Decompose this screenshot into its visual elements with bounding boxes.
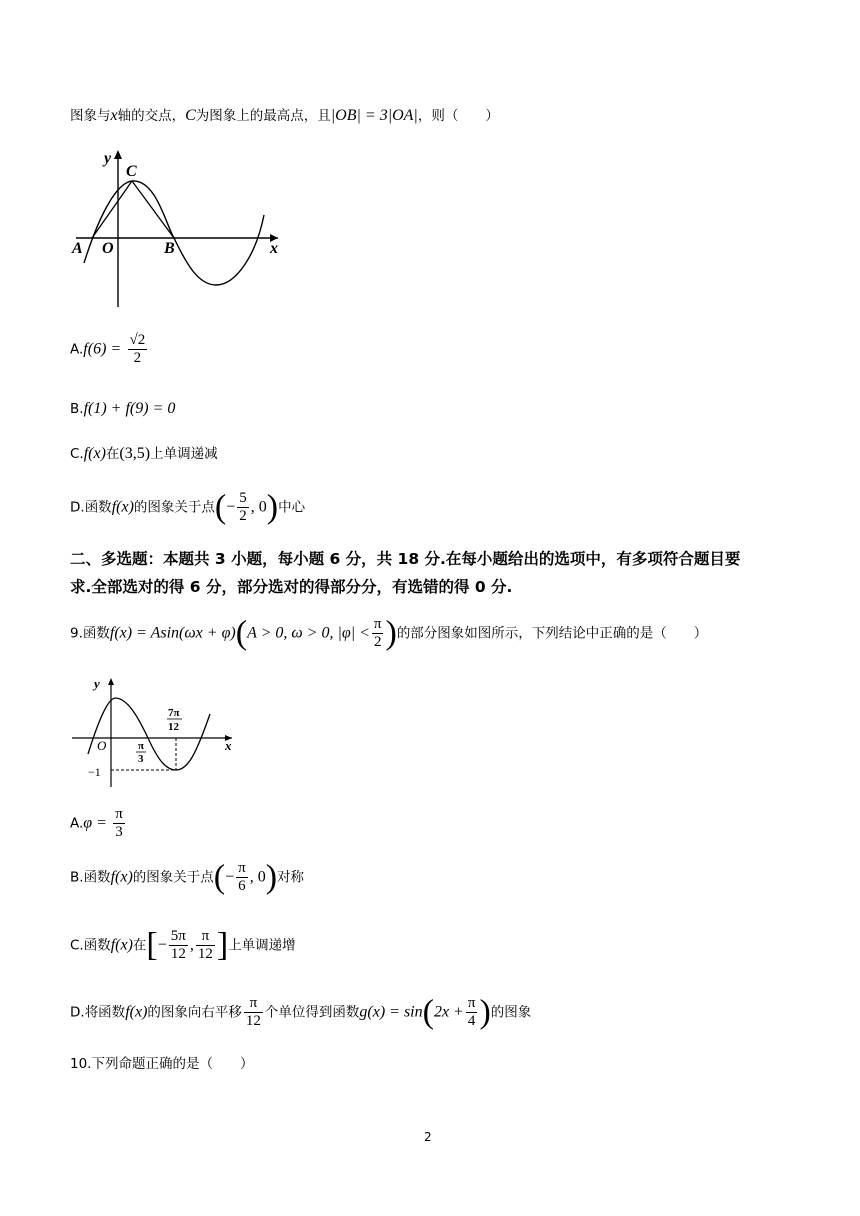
fraction: $\frac{\pi}{12}$ [197,928,213,962]
label-minus-one: −1 [88,765,101,779]
q10-stem: 10.下列命题正确的是（ ） [70,1056,254,1072]
label-x: x [270,240,278,257]
fraction: $\frac{\pi}{6}$ [238,860,246,894]
label-o: O [97,738,107,753]
q8-option-c[interactable]: C.f(x)在(3,5)上单调递减 [70,445,218,462]
fraction: $\frac{5\pi}{12}$ [170,928,186,962]
y-axis-arrow [114,150,122,159]
section2-heading-line1: 二、多选题：本题共 3 小题，每小题 6 分，共 18 分.在每小题给出的选项中，有多项符合题目要 [70,550,741,568]
fraction: $\frac{\pi}{3}$ [115,806,123,840]
page-number: 2 [424,1130,432,1144]
fraction: $\frac{√2}{2}$ [129,332,146,366]
section2-heading-line2: 求.全部选对的得 6 分，部分选对的得部分分，有选错的得 0 分. [70,578,513,596]
q9-option-b[interactable]: B.函数f(x)的图象关于点(− $\frac{\pi}{6}$ , 0)对称 [70,858,305,896]
q9-sine-figure [68,672,248,792]
label-pi: π [138,740,145,752]
segment-cb [132,181,174,238]
label-y: y [94,676,100,691]
label-12: 12 [168,721,179,733]
label-a: A [72,240,83,257]
y-axis-arrow [108,678,114,685]
q8-sine-figure [66,145,291,315]
sine-curve [84,181,264,285]
q9-stem: 9.函数f(x) = Asin(ωx + φ)(A > 0, ω > 0, |φ| < $\frac{\pi}{2}$ )的部分图象如图所示，下列结论中正确的是（ ） [70,614,708,652]
fraction: $\frac{5}{2}$ [239,490,247,524]
q8-option-b[interactable]: B.f(1) + f(9) = 0 [70,400,176,417]
q9-option-a[interactable]: A.φ = $\frac{\pi}{3}$ [70,806,123,840]
q8-option-a[interactable]: A.f(6) = $\frac{√2}{2}$ [70,332,146,366]
label-x: x [225,738,232,753]
fraction: $\frac{\pi}{12}$ [245,995,261,1029]
label-7pi: 7π [168,707,180,719]
sine-curve [88,698,210,770]
segment-ac [92,181,132,238]
q9-option-d[interactable]: D.将函数f(x)的图象向右平移 $\frac{\pi}{12}$ 个单位得到函数g(x) = sin(2x + $\frac{\pi}{4}$ )的图象 [70,993,532,1031]
label-o: O [102,240,114,257]
label-b: B [164,240,175,257]
label-y: y [104,150,112,167]
label-3: 3 [138,753,144,765]
q8-option-d[interactable]: D.函数f(x)的图象关于点(− $\frac{5}{2}$ , 0)中心 [70,488,306,526]
fraction: $\frac{\pi}{4}$ [467,995,476,1029]
label-c: C [126,163,137,180]
q8-stem: 图象与x轴的交点，C为图象上的最高点，且|OB| = 3|OA|，则（ ） [70,107,499,124]
fraction: $\frac{\pi}{2}$ [373,616,382,650]
q9-option-c[interactable]: C.函数f(x)在[− $\frac{5\pi}{12}$ , $\frac{\pi}{12}$ ]上单调递增 [70,926,296,964]
